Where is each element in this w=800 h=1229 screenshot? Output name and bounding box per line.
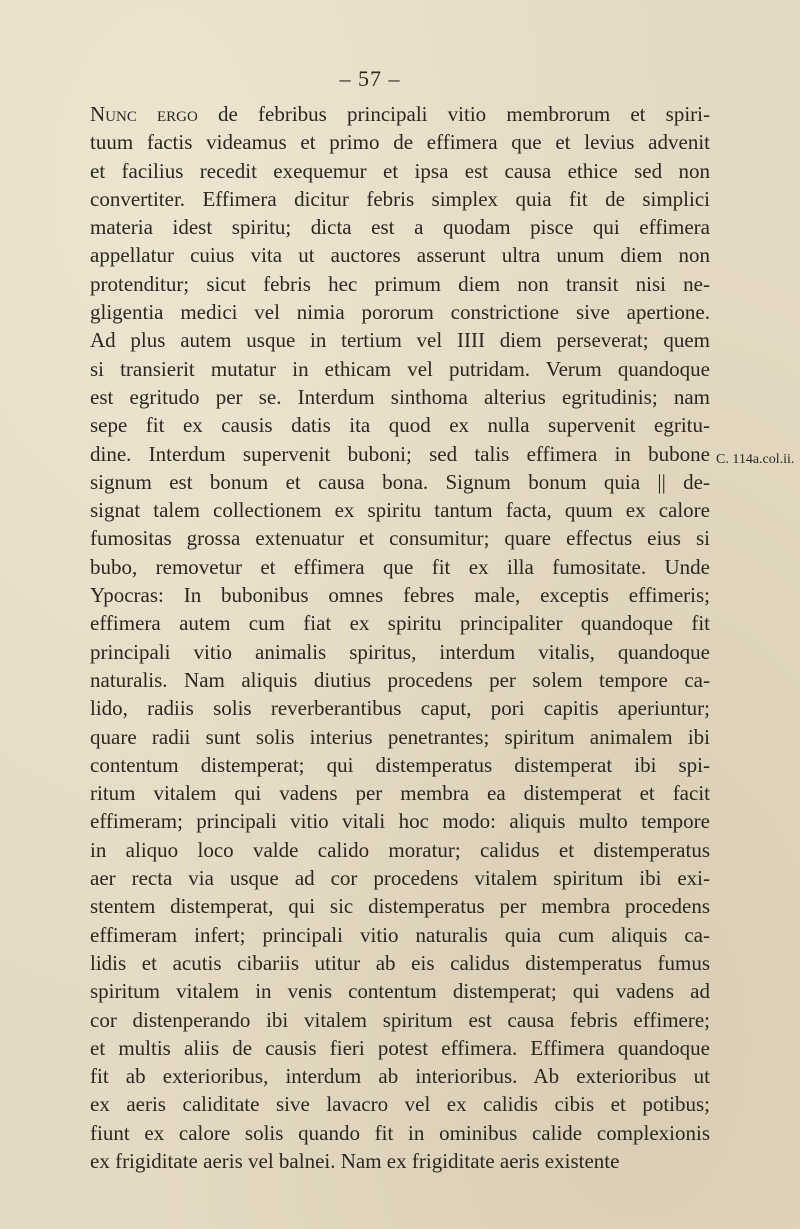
text-line: in aliquo loco valde calido moratur; calidus et distemperatus xyxy=(90,837,710,862)
text-line: est egritudo per se. Interdum sinthoma alterius egritudinis; nam xyxy=(90,384,710,409)
text-line: si transierit mutatur in ethicam vel putridam. Verum quandoque xyxy=(90,356,710,381)
text-line: aer recta via usque ad cor procedens vitalem spiritum ibi exi- xyxy=(90,866,710,891)
opening-words: Nunc ergo xyxy=(90,102,198,126)
text-line: quare radii sunt solis interius penetrantes; spiritum animalem ibi xyxy=(90,724,710,749)
text-line: signum est bonum et causa bona. Signum bonum quia || de- xyxy=(90,469,710,494)
text-line: spiritum vitalem in venis contentum distemperat; qui vadens ad xyxy=(90,979,710,1004)
text-line: convertiter. Effimera dicitur febris simplex quia fit de simplici xyxy=(90,186,710,211)
text-line: stentem distemperat, qui sic distemperatus per membra procedens xyxy=(90,894,710,919)
text-line: ex aeris caliditate sive lavacro vel ex calidis cibis et potibus; xyxy=(90,1092,710,1117)
text-line: ex frigiditate aeris vel balnei. Nam ex frigiditate aeris existente xyxy=(90,1148,620,1173)
text-line: appellatur cuius vita ut auctores asserunt ultra unum diem non xyxy=(90,243,710,268)
text-line-content: de febribus principali vitio membrorum et spiri- xyxy=(197,102,711,126)
text-line: effimeram; principali vitio vitali hoc modo: aliquis multo tempore xyxy=(90,809,710,834)
text-line: dine. Interdum supervenit buboni; sed talis effimera in bubone xyxy=(90,441,710,466)
text-line: cor distenperando ibi vitalem spiritum est causa febris effimere; xyxy=(90,1007,710,1032)
text-line: fit ab exterioribus, interdum ab interioribus. Ab exterioribus ut xyxy=(90,1064,710,1089)
margin-reference: C. 114a.col.ii. xyxy=(716,452,795,467)
text-line: contentum distemperat; qui distemperatus distemperat ibi spi- xyxy=(90,752,710,777)
text-line: Ypocras: In bubonibus omnes febres male, exceptis effimeris; xyxy=(90,583,710,608)
text-line: ritum vitalem qui vadens per membra ea distemperat et facit xyxy=(90,781,710,806)
page-number: – 57 – xyxy=(339,66,401,91)
text-line: et multis aliis de causis fieri potest effimera. Effimera quandoque xyxy=(90,1035,710,1060)
text-line: et facilius recedit exequemur et ipsa est causa ethice sed non xyxy=(90,158,710,183)
text-line: tuum factis videamus et primo de effimera que et levius advenit xyxy=(90,130,710,155)
text-line: effimeram infert; principali vitio naturalis quia cum aliquis ca- xyxy=(90,922,710,947)
text-line: signat talem collectionem ex spiritu tantum facta, quum ex calore xyxy=(90,498,710,523)
text-line: lidis et acutis cibariis utitur ab eis calidus distemperatus fumus xyxy=(90,950,710,975)
text-line: gligentia medici vel nimia pororum constrictione sive apertione. xyxy=(90,300,710,325)
body-text xyxy=(90,100,710,1175)
text-line: principali vitio animalis spiritus, interdum vitalis, quandoque xyxy=(90,639,710,664)
text-line: naturalis. Nam aliquis diutius procedens per solem tempore ca- xyxy=(90,667,710,692)
text-line: protenditur; sicut febris hec primum diem non transit nisi ne- xyxy=(90,271,710,296)
text-line: bubo, removetur et effimera que fit ex illa fumositate. Unde xyxy=(90,554,710,579)
text-line: effimera autem cum fiat ex spiritu principaliter quandoque fit xyxy=(90,611,710,636)
text-line: fiunt ex calore solis quando fit in ominibus calide complexionis xyxy=(90,1120,710,1145)
text-line: lido, radiis solis reverberantibus caput, pori capitis aperiuntur; xyxy=(90,696,710,721)
text-line: materia idest spiritu; dicta est a quodam pisce qui effimera xyxy=(90,215,710,240)
text-line: sepe fit ex causis datis ita quod ex nulla supervenit egritu- xyxy=(90,413,710,438)
text-line xyxy=(90,100,710,128)
text-line: Ad plus autem usque in tertium vel IIII diem perseverat; quem xyxy=(90,328,710,353)
text-line: fumositas grossa extenuatur et consumitur; quare effectus eius si xyxy=(90,526,710,551)
